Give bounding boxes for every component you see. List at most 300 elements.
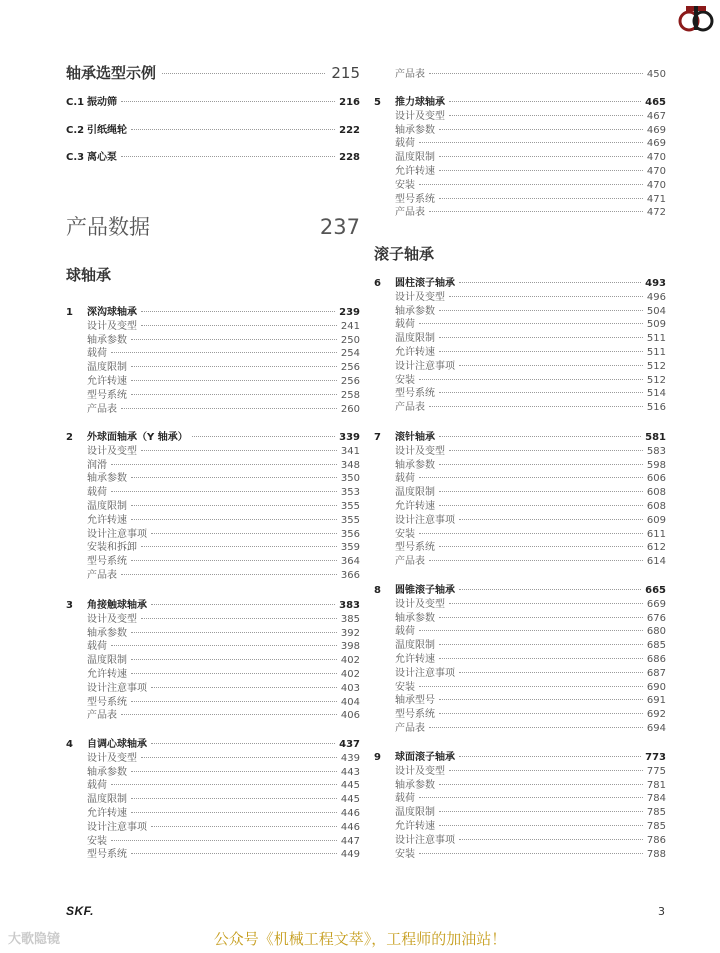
toc-subentry[interactable]: [66, 766, 360, 780]
entry-label: 载荷: [87, 348, 107, 360]
leader-dots: [439, 617, 643, 618]
toc-subentry[interactable]: [374, 137, 666, 151]
toc-subentry[interactable]: [374, 151, 666, 165]
leader-dots: [419, 797, 643, 798]
entry-label: 允许转速: [395, 654, 435, 665]
toc-subentry[interactable]: [374, 179, 666, 193]
entry-label: 产品表: [395, 207, 425, 219]
toc-subentry[interactable]: [374, 834, 666, 848]
toc-product-data-heading[interactable]: [66, 211, 360, 241]
entry-label: 允许转速: [87, 376, 127, 387]
leader-dots: [192, 436, 335, 437]
toc-subentry[interactable]: [66, 403, 360, 417]
entry-page: 469: [646, 138, 666, 150]
leader-dots: [131, 798, 337, 799]
entry-page: 692: [646, 709, 666, 721]
entry-page: 775: [646, 765, 666, 777]
entry-number: 9: [374, 752, 381, 763]
entry-label: 轴承参数: [87, 627, 127, 639]
entry-label: 振动筛: [87, 97, 117, 108]
entry-label: 设计注意事项: [395, 514, 455, 526]
entry-label: 设计及变型: [395, 765, 445, 777]
entry-page: 402: [340, 655, 360, 667]
entry-label: 温度限制: [87, 655, 127, 667]
entry-label: 轴承参数: [395, 459, 435, 471]
leader-dots: [131, 519, 337, 520]
toc-subentry[interactable]: [374, 459, 666, 473]
toc-subentry[interactable]: [374, 625, 666, 639]
leader-dots: [121, 101, 335, 102]
toc-subentry[interactable]: [66, 821, 360, 835]
toc-subentry[interactable]: [66, 528, 360, 542]
entry-label: 温度限制: [87, 794, 127, 806]
entry-label: 载荷: [395, 319, 415, 331]
toc-subentry[interactable]: [374, 401, 666, 415]
entry-page: 694: [646, 723, 666, 734]
toc-subentry[interactable]: [374, 206, 666, 220]
toc-subentry[interactable]: [66, 445, 360, 459]
leader-dots: [459, 365, 643, 366]
entry-page: 364: [340, 556, 360, 568]
toc-chapter-entry[interactable]: [374, 96, 666, 110]
entry-page: 511: [646, 347, 666, 358]
leader-dots: [439, 351, 643, 352]
entry-label: 轴承参数: [395, 124, 435, 136]
leader-dots: [419, 379, 643, 380]
publisher-logo: [676, 4, 716, 34]
leader-dots: [439, 644, 643, 645]
toc-chapter-entry[interactable]: [66, 738, 360, 752]
toc-subentry[interactable]: [374, 667, 666, 681]
entry-page: 509: [646, 319, 666, 331]
toc-chapter-entry[interactable]: [374, 431, 666, 445]
entry-page: 383: [339, 600, 360, 611]
leader-dots: [131, 771, 337, 772]
toc-subentry[interactable]: [66, 807, 360, 821]
leader-dots: [439, 198, 643, 199]
leader-dots: [439, 491, 643, 492]
entry-label: 安装: [395, 528, 415, 540]
entry-number: 3: [66, 600, 73, 611]
entry-label: 温度限制: [395, 807, 435, 819]
toc-subentry[interactable]: [66, 779, 360, 793]
entry-page: 470: [646, 166, 666, 177]
entry-number: 8: [374, 585, 381, 596]
entry-number: 7: [374, 432, 381, 443]
entry-number: 6: [374, 278, 381, 289]
entry-page: 773: [645, 752, 666, 763]
toc-subentry[interactable]: [66, 361, 360, 375]
entry-page: 786: [646, 834, 666, 846]
toc-subentry[interactable]: [66, 709, 360, 723]
leader-dots: [419, 853, 643, 854]
toc-subentry[interactable]: [374, 514, 666, 528]
entry-label: 型号系统: [87, 389, 127, 401]
entry-label: 产品表: [87, 403, 117, 415]
entry-label: 设计及变型: [395, 291, 445, 303]
entry-page: 445: [340, 794, 360, 806]
entry-label: 允许转速: [395, 347, 435, 358]
entry-page: 665: [645, 585, 666, 596]
toc-entry-example[interactable]: [66, 151, 360, 165]
entry-label: 允许转速: [395, 821, 435, 832]
leader-dots: [439, 464, 643, 465]
entry-page: 402: [340, 669, 360, 680]
toc-subentry[interactable]: [374, 486, 666, 500]
leader-dots: [439, 784, 643, 785]
entry-label: 外球面轴承（Y 轴承）: [87, 432, 188, 443]
entry-label: 型号系统: [395, 709, 435, 721]
entry-label: 离心泵: [87, 152, 117, 163]
leader-dots: [419, 477, 643, 478]
leader-dots: [459, 839, 643, 840]
toc-subentry[interactable]: [374, 318, 666, 332]
leader-dots: [439, 170, 643, 171]
entry-label: 载荷: [395, 473, 415, 485]
entry-label: 温度限制: [87, 362, 127, 374]
entry-page: 467: [646, 110, 666, 122]
toc-subentry[interactable]: [374, 779, 666, 793]
entry-page: 241: [340, 320, 360, 332]
toc-subentry[interactable]: [66, 752, 360, 766]
entry-label: 载荷: [87, 780, 107, 792]
toc-chapter-entry[interactable]: [374, 584, 666, 598]
examples-page: 215: [331, 64, 360, 82]
entry-page: 785: [646, 807, 666, 819]
leader-dots: [429, 406, 643, 407]
toc-subentry[interactable]: [374, 110, 666, 124]
entry-label: 安装: [395, 848, 415, 860]
entry-label: 推力球轴承: [395, 97, 445, 108]
toc-chapter-entry[interactable]: [66, 431, 360, 445]
toc-subentry[interactable]: [66, 848, 360, 862]
leader-dots: [131, 673, 337, 674]
entry-label: 润滑: [87, 459, 107, 471]
toc-subentry[interactable]: [374, 765, 666, 779]
toc-subentry[interactable]: [374, 653, 666, 667]
entry-page: 260: [340, 403, 360, 415]
entry-page: 676: [646, 612, 666, 624]
leader-dots: [439, 156, 643, 157]
toc-subentry[interactable]: [374, 694, 666, 708]
entry-label: 圆柱滚子轴承: [395, 278, 455, 289]
leader-dots: [459, 282, 641, 283]
leader-dots: [449, 770, 643, 771]
toc-chapter-entry[interactable]: [374, 277, 666, 291]
leader-dots: [459, 589, 641, 590]
toc-subentry[interactable]: [374, 612, 666, 626]
entry-page: 669: [646, 598, 666, 610]
entry-page: 516: [646, 402, 666, 414]
entry-page: 449: [340, 849, 360, 861]
entry-page: 583: [646, 445, 666, 457]
toc-subentry[interactable]: [374, 792, 666, 806]
entry-label: 温度限制: [395, 487, 435, 499]
entry-page: 465: [645, 97, 666, 108]
leader-dots: [449, 101, 641, 102]
entry-label: 球面滚子轴承: [395, 752, 455, 763]
leader-dots: [449, 603, 643, 604]
leader-dots: [429, 727, 643, 728]
entry-page: 496: [646, 291, 666, 303]
entry-label: 设计及变型: [395, 445, 445, 457]
entry-label: 温度限制: [395, 152, 435, 164]
leader-dots: [141, 757, 337, 758]
entry-label: 安装和拆卸: [87, 542, 137, 554]
toc-subentry[interactable]: [66, 654, 360, 668]
watermark: 大歌隐镜: [8, 932, 61, 947]
wechat-footer-note: 公众号《机械工程文萃》，工程师的加油站！: [213, 930, 507, 948]
toc-subentry[interactable]: [374, 848, 666, 862]
entry-page: 228: [339, 152, 360, 163]
leader-dots: [131, 632, 337, 633]
entry-page: 445: [340, 780, 360, 792]
entry-page: 788: [646, 848, 666, 860]
leader-dots: [141, 618, 337, 619]
leader-dots: [131, 560, 337, 561]
leader-dots: [439, 713, 643, 714]
toc-subentry[interactable]: [66, 347, 360, 361]
toc-subentry[interactable]: [66, 696, 360, 710]
leader-dots: [121, 156, 335, 157]
entry-page: 356: [340, 528, 360, 540]
entry-label: 允许转速: [395, 501, 435, 512]
entry-label: 设计注意事项: [87, 821, 147, 833]
entry-page: 406: [340, 710, 360, 722]
entry-page: 398: [340, 641, 360, 653]
leader-dots: [419, 686, 643, 687]
toc-subentry[interactable]: [374, 305, 666, 319]
entry-number: C.1: [66, 97, 85, 108]
entry-label: 轴承型号: [395, 695, 435, 707]
toc-subentry[interactable]: [66, 682, 360, 696]
toc-subentry[interactable]: [374, 360, 666, 374]
entry-page: 608: [646, 487, 666, 499]
entry-label: 设计及变型: [87, 752, 137, 764]
entry-page: 258: [340, 389, 360, 401]
entry-page: 685: [646, 640, 666, 652]
toc-subentry[interactable]: [374, 332, 666, 346]
leader-dots: [439, 811, 643, 812]
entry-label: 安装: [87, 835, 107, 847]
leader-dots: [419, 323, 643, 324]
toc-subentry[interactable]: [374, 820, 666, 834]
entry-label: 允许转速: [395, 166, 435, 177]
toc-examples-heading[interactable]: [66, 62, 360, 83]
toc-entry-example[interactable]: [66, 96, 360, 110]
entry-page: 691: [646, 695, 666, 707]
entry-page: 404: [340, 696, 360, 708]
toc-subentry[interactable]: [374, 472, 666, 486]
toc-subentry[interactable]: [66, 569, 360, 583]
toc-subentry[interactable]: [66, 459, 360, 473]
entry-label: 轴承参数: [395, 779, 435, 791]
entry-label: 载荷: [395, 138, 415, 150]
leader-dots: [131, 701, 337, 702]
leader-dots: [141, 546, 337, 547]
product-data-page: 237: [319, 215, 360, 239]
leader-dots: [439, 658, 643, 659]
entry-page: 359: [340, 542, 360, 554]
toc-subentry[interactable]: [66, 389, 360, 403]
toc-subentry[interactable]: [66, 640, 360, 654]
toc-subentry[interactable]: [374, 555, 666, 569]
entry-label: 安装: [395, 681, 415, 693]
leader-dots: [131, 366, 337, 367]
entry-label: 设计注意事项: [87, 682, 147, 694]
entry-label: 产品表: [395, 723, 425, 734]
leader-dots: [131, 853, 337, 854]
entry-label: 设计及变型: [87, 613, 137, 625]
leader-dots: [131, 339, 337, 340]
toc-subentry[interactable]: [374, 445, 666, 459]
entry-page: 350: [340, 473, 360, 485]
toc-subentry[interactable]: [374, 541, 666, 555]
entry-page: 446: [340, 821, 360, 833]
toc-subentry[interactable]: [374, 708, 666, 722]
toc-subentry[interactable]: [66, 500, 360, 514]
leader-dots: [459, 519, 643, 520]
entry-page: 355: [340, 514, 360, 526]
leader-dots: [419, 142, 643, 143]
toc-subentry[interactable]: [374, 681, 666, 695]
toc-subentry[interactable]: [374, 387, 666, 401]
entry-label: 轴承参数: [395, 612, 435, 624]
entry-page: 606: [646, 473, 666, 485]
entry-label: 温度限制: [395, 333, 435, 345]
entry-label: 型号系统: [395, 388, 435, 400]
skf-logo: SKF.: [66, 904, 95, 918]
entry-label: 轴承参数: [87, 334, 127, 346]
toc-subentry[interactable]: [66, 320, 360, 334]
toc-subentry[interactable]: [374, 165, 666, 179]
toc-subentry[interactable]: [374, 346, 666, 360]
leader-dots: [141, 311, 335, 312]
entry-page: 385: [340, 613, 360, 625]
toc-subentry[interactable]: [374, 806, 666, 820]
toc-subentry[interactable]: [66, 793, 360, 807]
entry-page: 514: [646, 388, 666, 400]
entry-label: 轴承参数: [87, 473, 127, 485]
entry-page: 512: [646, 374, 666, 386]
entry-page: 781: [646, 779, 666, 791]
examples-title: 轴承选型示例: [66, 64, 157, 82]
entry-label: 载荷: [395, 626, 415, 638]
entry-number: 1: [66, 307, 73, 318]
toc-subentry[interactable]: [374, 193, 666, 207]
toc-chapter-entry[interactable]: [66, 599, 360, 613]
entry-label: 型号系统: [395, 193, 435, 205]
toc-subentry[interactable]: [66, 514, 360, 528]
toc-subentry[interactable]: [374, 598, 666, 612]
leader-dots: [439, 505, 643, 506]
entry-label: 温度限制: [87, 501, 127, 512]
entry-number: C.2: [66, 124, 85, 136]
entry-page: 348: [340, 459, 360, 471]
toc-subentry[interactable]: [66, 486, 360, 500]
leader-dots: [111, 491, 337, 492]
toc-subentry[interactable]: [66, 334, 360, 348]
entry-page: 470: [646, 152, 666, 164]
entry-page: 216: [339, 97, 360, 108]
leader-dots: [449, 115, 643, 116]
leader-dots: [111, 464, 337, 465]
toc-chapter-entry[interactable]: [374, 751, 666, 765]
entry-label: 型号系统: [87, 696, 127, 708]
leader-dots: [439, 392, 643, 393]
leader-dots: [111, 784, 337, 785]
entry-number: 4: [66, 739, 73, 750]
leader-dots: [141, 450, 337, 451]
toc-subentry[interactable]: [66, 668, 360, 682]
page-number: 3: [658, 905, 665, 918]
entry-page: 256: [340, 376, 360, 387]
toc-subentry[interactable]: [66, 375, 360, 389]
entry-page: 784: [646, 793, 666, 805]
entry-label: 设计注意事项: [395, 667, 455, 679]
toc-subentry[interactable]: [66, 627, 360, 641]
toc-subentry[interactable]: [374, 124, 666, 138]
leader-dots: [449, 450, 643, 451]
toc-subentry[interactable]: [374, 639, 666, 653]
entry-label: 设计及变型: [395, 110, 445, 122]
leader-dots: [121, 574, 337, 575]
entry-label: 轴承参数: [395, 305, 435, 317]
leader-dots: [151, 826, 337, 827]
toc-subentry[interactable]: [374, 291, 666, 305]
leader-dots: [439, 436, 641, 437]
toc-subentry[interactable]: [66, 613, 360, 627]
entry-page: 353: [340, 487, 360, 499]
leader-dots: [439, 310, 643, 311]
toc-subentry[interactable]: [66, 472, 360, 486]
toc-subentry[interactable]: [66, 555, 360, 569]
leader-dots: [459, 672, 643, 673]
entry-page: 608: [646, 501, 666, 512]
entry-page: 341: [340, 445, 360, 457]
leader-dots: [429, 211, 643, 212]
toc-subentry[interactable]: [374, 722, 666, 736]
toc-subentry[interactable]: [374, 528, 666, 542]
leader-dots: [121, 408, 337, 409]
toc-chapter-entry[interactable]: [66, 306, 360, 320]
entry-page: 250: [340, 334, 360, 346]
entry-page: 690: [646, 681, 666, 693]
entry-page: 504: [646, 305, 666, 317]
entry-page: 339: [339, 432, 360, 443]
entry-page: 222: [339, 124, 360, 136]
toc-subentry[interactable]: [66, 835, 360, 849]
entry-page: 471: [646, 193, 666, 205]
entry-page: 687: [646, 667, 666, 679]
entry-page: 511: [646, 333, 666, 345]
toc-subentry[interactable]: [66, 541, 360, 555]
entry-label: 深沟球轴承: [87, 307, 137, 318]
toc-subentry[interactable]: [374, 68, 666, 82]
entry-page: 686: [646, 654, 666, 665]
entry-label: 设计注意事项: [395, 360, 455, 372]
entry-label: 允许转速: [87, 808, 127, 819]
leader-dots: [111, 645, 337, 646]
entry-label: 型号系统: [395, 542, 435, 554]
entry-label: 型号系统: [87, 849, 127, 861]
entry-label: 载荷: [87, 641, 107, 653]
leader-dots: [429, 560, 643, 561]
toc-subentry[interactable]: [374, 374, 666, 388]
toc-entry-example[interactable]: [66, 124, 360, 138]
entry-label: 圆锥滚子轴承: [395, 585, 455, 596]
toc-subentry[interactable]: [374, 500, 666, 514]
